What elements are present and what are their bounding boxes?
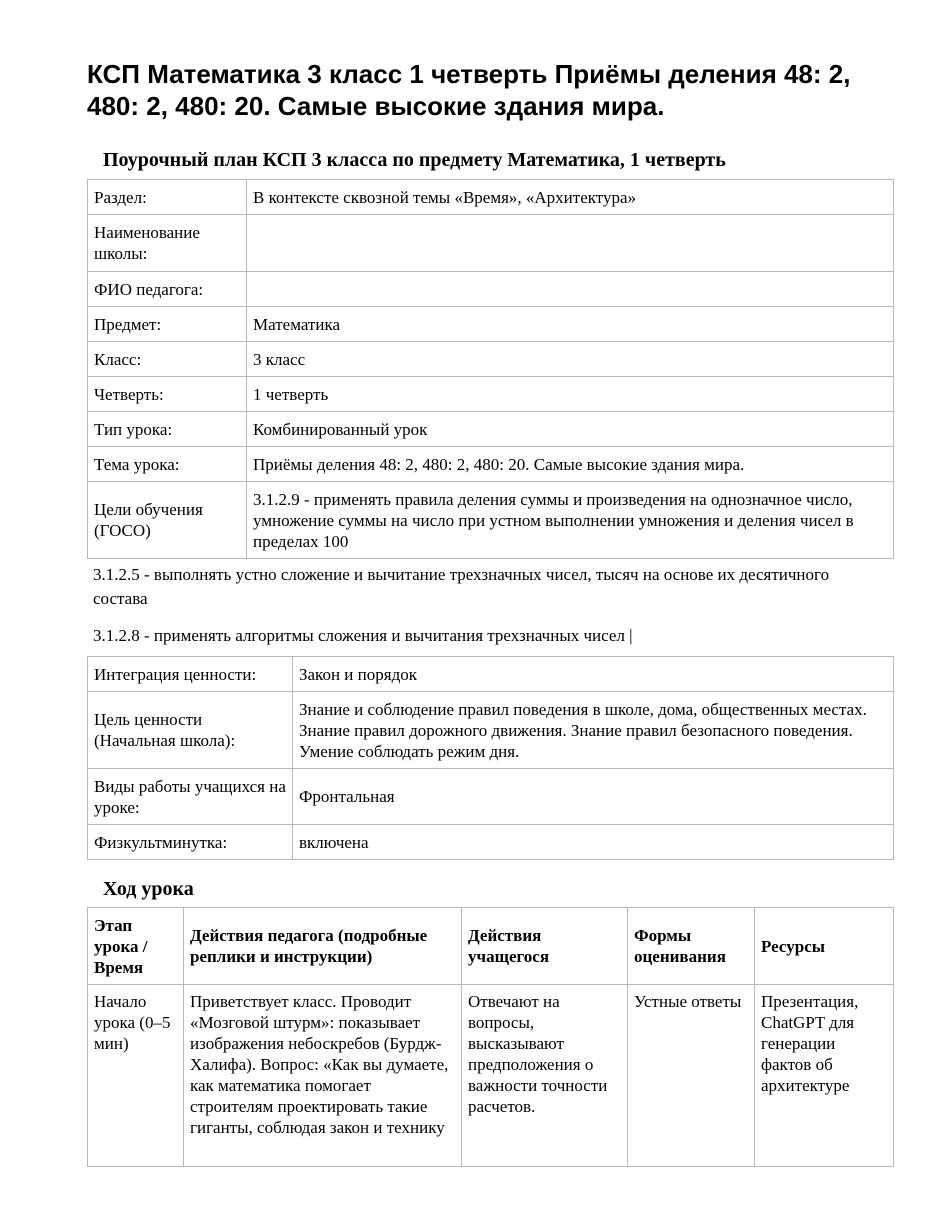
values-table <box>87 656 894 860</box>
info-label: Наименование школы: <box>88 215 247 272</box>
learning-goal-paragraph: 3.1.2.8 - применять алгоритмы сложения и вычитания трехзначных чисел | <box>93 626 633 645</box>
info-table <box>87 179 894 559</box>
info-label: Тип урока: <box>88 412 247 447</box>
info-row <box>88 342 894 377</box>
stage-cell: Начало урока (0–5 мин) <box>88 985 184 1167</box>
lesson-heading: Ход урока <box>103 878 194 900</box>
teacher-actions-cell: Приветствует класс. Проводит «Мозговой штурм»: показывает изображения небоскребов (Бурдж-Халифа). Вопрос: «Как вы думаете, как математика помогает строителям проектировать такие гиганты, соблюдая закон и технику <box>184 985 462 1167</box>
info-row <box>88 447 894 482</box>
column-header: Ресурсы <box>755 908 894 985</box>
info-label: Четверть: <box>88 377 247 412</box>
values-value: Закон и порядок <box>293 657 894 692</box>
info-value <box>247 272 894 307</box>
column-header: Формы оценивания <box>628 908 755 985</box>
info-label: ФИО педагога: <box>88 272 247 307</box>
info-label: Предмет: <box>88 307 247 342</box>
info-row <box>88 482 894 559</box>
lesson-header-row <box>88 908 894 985</box>
learning-goal-paragraph: 3.1.2.5 - выполнять устно сложение и вычитание трехзначных чисел, тысяч на основе их десятичного состава <box>93 565 830 608</box>
values-label: Физкультминутка: <box>88 825 293 860</box>
info-row <box>88 307 894 342</box>
info-value: 3.1.2.9 - применять правила деления суммы и произведения на однозначное число, умножение суммы на число при устном выполнении умножения и деления чисел в пределах 100 <box>247 482 894 559</box>
info-row <box>88 412 894 447</box>
values-value: Фронтальная <box>293 769 894 825</box>
values-value: Знание и соблюдение правил поведения в школе, дома, общественных местах. Знание правил дорожного движения. Знание правил безопасного поведения. Умение соблюдать режим дня. <box>293 692 894 769</box>
info-value: 1 четверть <box>247 377 894 412</box>
info-label: Цели обучения (ГОСО) <box>88 482 247 559</box>
values-row <box>88 657 894 692</box>
info-value: Приёмы деления 48: 2, 480: 2, 480: 20. Самые высокие здания мира. <box>247 447 894 482</box>
info-row <box>88 377 894 412</box>
lesson-table <box>87 907 894 1167</box>
values-row <box>88 769 894 825</box>
column-header: Этап урока / Время <box>88 908 184 985</box>
info-value: Комбинированный урок <box>247 412 894 447</box>
info-value: Математика <box>247 307 894 342</box>
column-header: Действия педагога (подробные реплики и инструкции) <box>184 908 462 985</box>
student-actions-cell: Отвечают на вопросы, высказывают предположения о важности точности расчетов. <box>462 985 628 1167</box>
info-label: Тема урока: <box>88 447 247 482</box>
info-label: Класс: <box>88 342 247 377</box>
values-label: Виды работы учащихся на уроке: <box>88 769 293 825</box>
info-row <box>88 215 894 272</box>
info-value: В контексте сквозной темы «Время», «Архитектура» <box>247 180 894 215</box>
info-row <box>88 272 894 307</box>
assessment-cell: Устные ответы <box>628 985 755 1167</box>
info-value: 3 класс <box>247 342 894 377</box>
values-row <box>88 692 894 769</box>
values-label: Цель ценности (Начальная школа): <box>88 692 293 769</box>
column-header: Действия учащегося <box>462 908 628 985</box>
resources-cell: Презентация, ChatGPT для генерации фактов об архитектуре <box>755 985 894 1167</box>
values-row <box>88 825 894 860</box>
plan-heading: Поурочный план КСП 3 класса по предмету Математика, 1 четверть <box>103 149 726 171</box>
document-title: КСП Математика 3 класс 1 четверть Приёмы деления 48: 2, 480: 2, 480: 20. Самые высокие здания мира. <box>87 59 851 121</box>
info-label: Раздел: <box>88 180 247 215</box>
info-value <box>247 215 894 272</box>
values-value: включена <box>293 825 894 860</box>
lesson-row <box>88 985 894 1167</box>
info-row <box>88 180 894 215</box>
values-label: Интеграция ценности: <box>88 657 293 692</box>
